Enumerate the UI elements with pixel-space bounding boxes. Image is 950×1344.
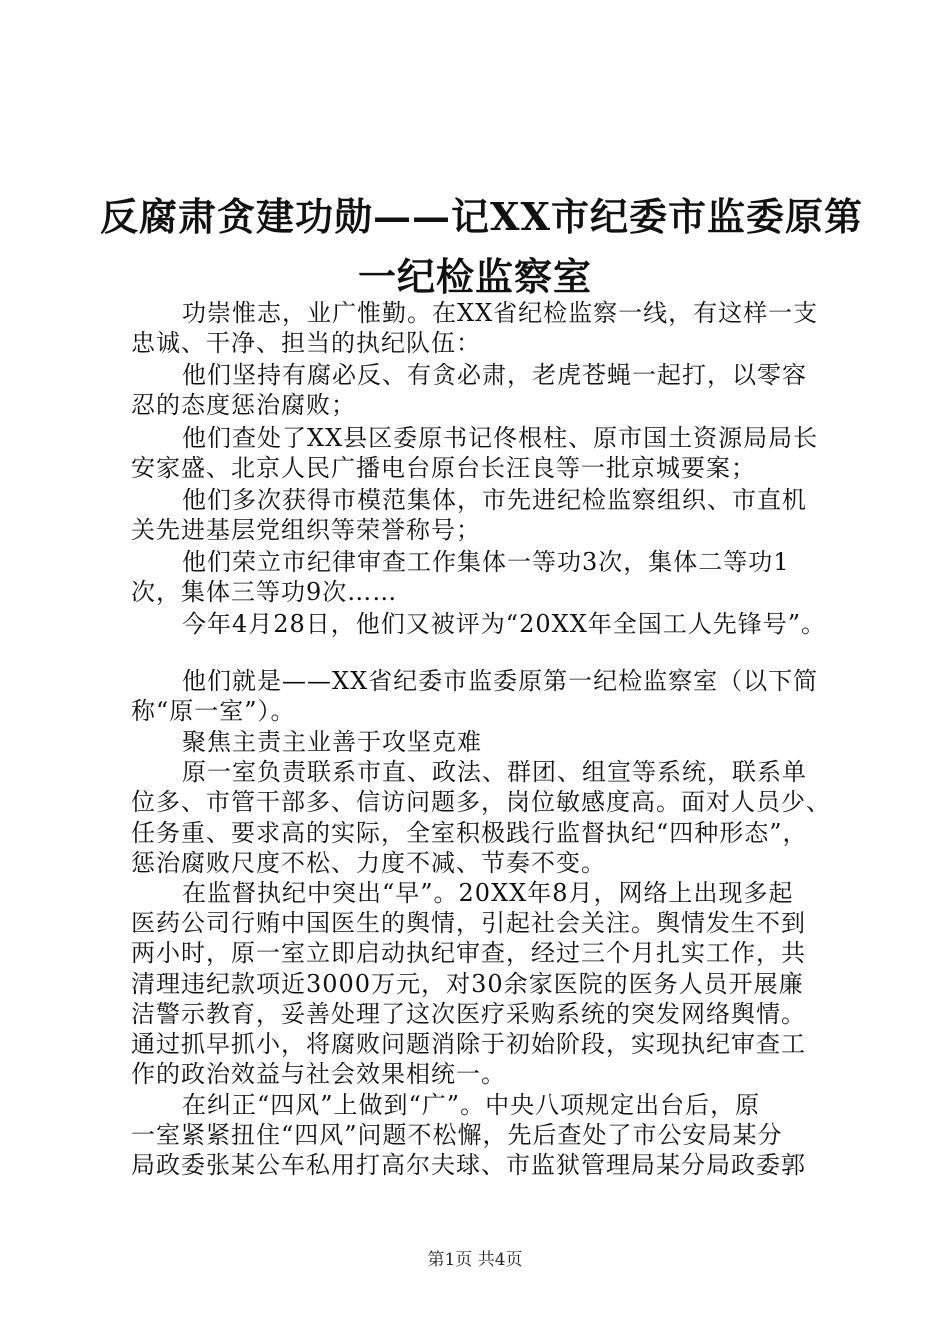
paragraph-line: 称“原一室”）。 [131,697,296,725]
paragraph-line: 他们查处了XX县区委原书记佟根柱、原市国土资源局局长 [182,424,819,452]
paragraph-line: 他们就是——XX省纪委市监委原第一纪检监察室（以下简 [182,667,819,695]
paragraph-line: 位多、市管干部多、信访问题多，岗位敏感度高。面对人员少、 [131,788,831,816]
paragraph-line: 医药公司行贿中国医生的舆情，引起社会关注。舆情发生不到 [131,909,806,937]
paragraph-line: 功崇惟志，业广惟勤。在XX省纪检监察一线，有这样一支 [182,299,819,327]
paragraph-line: 次，集体三等功9次…… [131,578,398,606]
section-heading: 聚焦主责主业善于攻坚克难 [182,728,482,756]
paragraph-line: 忍的态度惩治腐败； [131,391,356,419]
paragraph-line: 安家盛、北京人民广播电台原台长汪良等一批京城要案； [131,454,756,482]
document-title-line-2: 一纪检监察室 [357,254,592,299]
paragraph-line: 通过抓早抓小，将腐败问题消除于初始阶段，实现执纪审查工 [131,1030,806,1058]
paragraph-line: 一室紧紧扭住“四风”问题不松懈，先后查处了市公安局某分 [131,1121,783,1149]
paragraph-line: 原一室负责联系市直、政法、群团、组宣等系统，联系单 [182,758,807,786]
paragraph-line: 洁警示教育，妥善处理了这次医疗采购系统的突发网络舆情。 [131,1000,806,1028]
document-title-line-1: 反腐肃贪建功勋——记XX市纪委市监委原第 [100,194,863,239]
paragraph-line: 作的政治效益与社会效果相统一。 [131,1060,506,1088]
paragraph-line: 关先进基层党组织等荣誉称号； [131,516,481,544]
paragraph-line: 今年4月28日，他们又被评为“20XX年全国工人先锋号”。 [182,610,827,638]
paragraph-line: 两小时，原一室立即启动执纪审查，经过三个月扎实工作，共 [131,939,806,967]
paragraph-line: 任务重、要求高的实际，全室积极践行监督执纪“四种形态”， [131,819,808,847]
paragraph-line: 他们多次获得市模范集体，市先进纪检监察组织、市直机 [182,486,807,514]
paragraph-line: 局政委张某公车私用打高尔夫球、市监狱管理局某分局政委郭 [131,1151,806,1179]
paragraph-line: 清理违纪款项近3000万元，对30余家医院的医务人员开展廉 [131,970,804,998]
paragraph-line: 他们坚持有腐必反、有贪必肃，老虎苍蝇一起打，以零容 [182,361,807,389]
paragraph-line: 在纠正“四风”上做到“广”。中央八项规定出台后，原 [182,1091,761,1119]
paragraph-line: 在监督执纪中突出“早”。20XX年8月，网络上出现多起 [182,879,794,907]
paragraph-line: 忠诚、干净、担当的执纪队伍： [131,329,481,357]
page-number-footer: 第1页 共4页 [427,1250,523,1270]
paragraph-line: 他们荣立市纪律审查工作集体一等功3次，集体二等功1 [182,548,790,576]
paragraph-line: 惩治腐败尺度不松、力度不减、节奏不变。 [131,849,606,877]
